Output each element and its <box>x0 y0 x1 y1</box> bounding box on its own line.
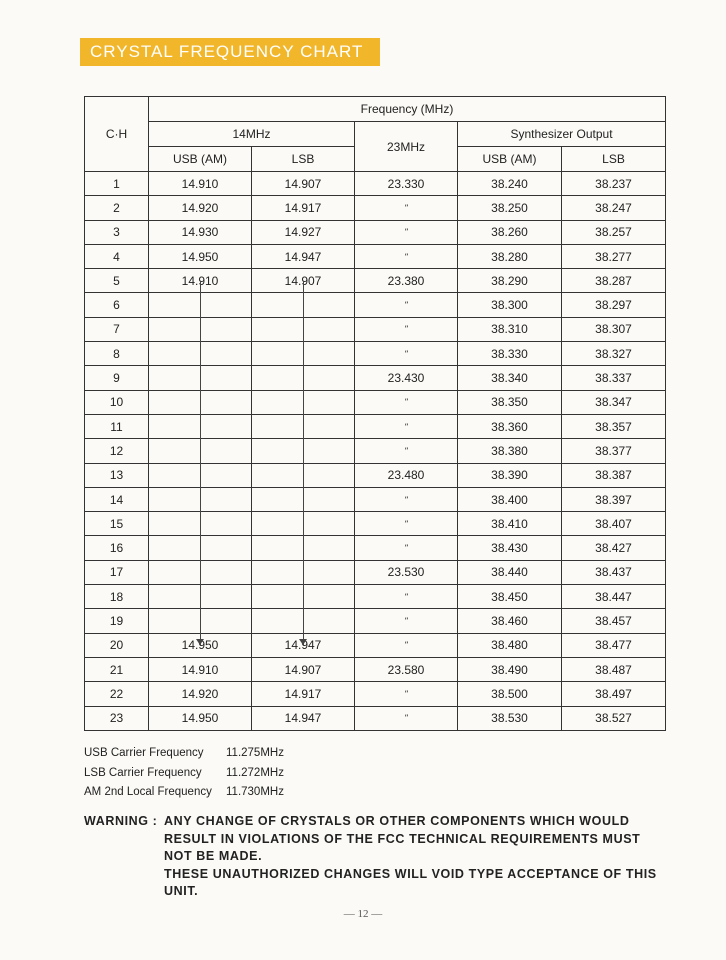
cell-ch: 4 <box>85 244 149 268</box>
cell-synth-usb: 38.330 <box>458 342 562 366</box>
warning-text-2: THESE UNAUTHORIZED CHANGES WILL VOID TYPE ACCEPTANCE OF THIS UNIT. <box>164 866 657 898</box>
cell-synth-lsb: 38.377 <box>562 439 666 463</box>
cell-ch: 2 <box>85 196 149 220</box>
table-row <box>85 706 666 730</box>
table-row <box>85 657 666 681</box>
table-row <box>85 293 666 317</box>
cell-ch: 21 <box>85 657 149 681</box>
cell-synth-usb: 38.240 <box>458 172 562 196</box>
cell-23mhz: " <box>355 633 458 657</box>
cell-23mhz: 23.480 <box>355 463 458 487</box>
cell-synth-lsb: 38.307 <box>562 317 666 341</box>
cell-synth-usb: 38.490 <box>458 657 562 681</box>
header-synthesizer: Synthesizer Output <box>458 122 666 147</box>
cell-23mhz: " <box>355 390 458 414</box>
cell-synth-usb: 38.390 <box>458 463 562 487</box>
table-row <box>85 196 666 220</box>
cell-23mhz: " <box>355 342 458 366</box>
continuation-arrow-line <box>303 597 304 644</box>
cell-synth-usb: 38.290 <box>458 269 562 293</box>
cell-synth-usb: 38.310 <box>458 317 562 341</box>
header-14-lsb: LSB <box>252 147 355 172</box>
cell-ch: 6 <box>85 293 149 317</box>
cell-synth-lsb: 38.437 <box>562 560 666 584</box>
cell-synth-usb: 38.500 <box>458 682 562 706</box>
cell-14-lsb: 14.907 <box>252 269 355 293</box>
cell-14-usb: 14.950 <box>149 244 252 268</box>
cell-ch: 23 <box>85 706 149 730</box>
cell-23mhz: " <box>355 244 458 268</box>
warning-block <box>84 813 668 901</box>
cell-synth-lsb: 38.237 <box>562 172 666 196</box>
table-row <box>85 220 666 244</box>
table-row <box>85 536 666 560</box>
cell-synth-usb: 38.340 <box>458 366 562 390</box>
cell-synth-lsb: 38.407 <box>562 512 666 536</box>
table-row <box>85 317 666 341</box>
header-23mhz: 23MHz <box>355 122 458 172</box>
cell-14-lsb: 14.927 <box>252 220 355 244</box>
header-ch: C·H <box>85 97 149 172</box>
cell-23mhz: 23.330 <box>355 172 458 196</box>
cell-ch: 9 <box>85 366 149 390</box>
cell-ch: 13 <box>85 463 149 487</box>
cell-ch: 22 <box>85 682 149 706</box>
cell-ch: 19 <box>85 609 149 633</box>
down-arrow-icon <box>196 639 204 645</box>
cell-synth-lsb: 38.357 <box>562 414 666 438</box>
cell-synth-lsb: 38.257 <box>562 220 666 244</box>
cell-synth-usb: 38.250 <box>458 196 562 220</box>
cell-ch: 3 <box>85 220 149 244</box>
table-row <box>85 414 666 438</box>
cell-14-lsb <box>252 609 355 633</box>
cell-23mhz: 23.430 <box>355 366 458 390</box>
cell-synth-usb: 38.480 <box>458 633 562 657</box>
header-14mhz: 14MHz <box>149 122 355 147</box>
cell-synth-usb: 38.460 <box>458 609 562 633</box>
continuation-arrow-line <box>200 597 201 644</box>
cell-synth-lsb: 38.337 <box>562 366 666 390</box>
cell-ch: 16 <box>85 536 149 560</box>
cell-synth-lsb: 38.277 <box>562 244 666 268</box>
cell-synth-usb: 38.530 <box>458 706 562 730</box>
table-row <box>85 560 666 584</box>
cell-14-lsb: 14.947 <box>252 633 355 657</box>
cell-23mhz: " <box>355 317 458 341</box>
table-row <box>85 633 666 657</box>
cell-ch: 1 <box>85 172 149 196</box>
cell-synth-lsb: 38.527 <box>562 706 666 730</box>
cell-synth-usb: 38.300 <box>458 293 562 317</box>
cell-synth-lsb: 38.387 <box>562 463 666 487</box>
cell-14-usb: 14.910 <box>149 172 252 196</box>
cell-synth-lsb: 38.457 <box>562 609 666 633</box>
table-row <box>85 439 666 463</box>
cell-23mhz: 23.580 <box>355 657 458 681</box>
cell-14-lsb: 14.907 <box>252 172 355 196</box>
cell-synth-usb: 38.350 <box>458 390 562 414</box>
table-row <box>85 244 666 268</box>
cell-synth-usb: 38.260 <box>458 220 562 244</box>
carrier-notes <box>84 744 284 803</box>
cell-23mhz: " <box>355 585 458 609</box>
cell-synth-usb: 38.360 <box>458 414 562 438</box>
cell-synth-lsb: 38.447 <box>562 585 666 609</box>
cell-synth-usb: 38.430 <box>458 536 562 560</box>
cell-23mhz: " <box>355 512 458 536</box>
cell-14-usb: 14.950 <box>149 706 252 730</box>
note-lsb-carrier: LSB Carrier Frequency 11.272MHz <box>84 766 284 779</box>
cell-14-usb: 14.950 <box>149 633 252 657</box>
cell-14-usb: 14.920 <box>149 196 252 220</box>
cell-23mhz: " <box>355 609 458 633</box>
chart-title-banner: CRYSTAL FREQUENCY CHART <box>80 38 380 66</box>
cell-ch: 15 <box>85 512 149 536</box>
cell-14-lsb: 14.907 <box>252 657 355 681</box>
cell-23mhz: " <box>355 439 458 463</box>
cell-ch: 5 <box>85 269 149 293</box>
cell-ch: 8 <box>85 342 149 366</box>
table-row <box>85 512 666 536</box>
cell-synth-lsb: 38.327 <box>562 342 666 366</box>
cell-synth-lsb: 38.247 <box>562 196 666 220</box>
cell-synth-lsb: 38.297 <box>562 293 666 317</box>
table-row <box>85 585 666 609</box>
cell-14-lsb: 14.947 <box>252 244 355 268</box>
cell-synth-usb: 38.450 <box>458 585 562 609</box>
cell-synth-lsb: 38.287 <box>562 269 666 293</box>
down-arrow-icon <box>299 639 307 645</box>
cell-14-usb: 14.910 <box>149 269 252 293</box>
cell-ch: 7 <box>85 317 149 341</box>
cell-23mhz: 23.530 <box>355 560 458 584</box>
cell-ch: 12 <box>85 439 149 463</box>
cell-synth-usb: 38.440 <box>458 560 562 584</box>
warning-text-1: ANY CHANGE OF CRYSTALS OR OTHER COMPONENTS WHICH WOULD RESULT IN VIOLATIONS OF THE FCC TECHNICAL REQUIREMENTS MUST NOT BE MADE. <box>164 814 641 863</box>
table-row <box>85 342 666 366</box>
cell-synth-lsb: 38.477 <box>562 633 666 657</box>
cell-synth-usb: 38.380 <box>458 439 562 463</box>
note-am-local: AM 2nd Local Frequency 11.730MHz <box>84 786 284 798</box>
cell-23mhz: " <box>355 196 458 220</box>
warning-label: WARNING : <box>84 814 158 828</box>
table-row <box>85 463 666 487</box>
header-frequency: Frequency (MHz) <box>149 97 666 122</box>
cell-synth-lsb: 38.487 <box>562 657 666 681</box>
cell-23mhz: " <box>355 220 458 244</box>
cell-ch: 14 <box>85 487 149 511</box>
cell-synth-usb: 38.280 <box>458 244 562 268</box>
cell-synth-lsb: 38.497 <box>562 682 666 706</box>
cell-synth-usb: 38.410 <box>458 512 562 536</box>
cell-14-lsb: 14.917 <box>252 196 355 220</box>
table-row <box>85 172 666 196</box>
cell-ch: 17 <box>85 560 149 584</box>
cell-23mhz: " <box>355 706 458 730</box>
cell-23mhz: " <box>355 487 458 511</box>
table-row <box>85 269 666 293</box>
cell-14-usb: 14.920 <box>149 682 252 706</box>
cell-14-usb <box>149 609 252 633</box>
cell-ch: 11 <box>85 414 149 438</box>
table-row <box>85 609 666 633</box>
cell-23mhz: " <box>355 414 458 438</box>
cell-14-usb: 14.910 <box>149 657 252 681</box>
cell-synth-usb: 38.400 <box>458 487 562 511</box>
cell-synth-lsb: 38.347 <box>562 390 666 414</box>
table-row <box>85 390 666 414</box>
cell-23mhz: " <box>355 682 458 706</box>
cell-ch: 20 <box>85 633 149 657</box>
frequency-table <box>84 96 666 731</box>
table-row <box>85 366 666 390</box>
page-number: — 12 — <box>343 908 383 920</box>
cell-14-lsb: 14.917 <box>252 682 355 706</box>
cell-23mhz: " <box>355 293 458 317</box>
header-synth-lsb: LSB <box>562 147 666 172</box>
cell-14-lsb: 14.947 <box>252 706 355 730</box>
cell-23mhz: 23.380 <box>355 269 458 293</box>
table-row <box>85 487 666 511</box>
cell-synth-lsb: 38.427 <box>562 536 666 560</box>
cell-ch: 18 <box>85 585 149 609</box>
cell-ch: 10 <box>85 390 149 414</box>
note-usb-carrier: USB Carrier Frequency 11.275MHz <box>84 747 284 759</box>
cell-23mhz: " <box>355 536 458 560</box>
cell-14-usb: 14.930 <box>149 220 252 244</box>
header-synth-usb: USB (AM) <box>458 147 562 172</box>
header-14-usb: USB (AM) <box>149 147 252 172</box>
cell-synth-lsb: 38.397 <box>562 487 666 511</box>
table-row <box>85 682 666 706</box>
